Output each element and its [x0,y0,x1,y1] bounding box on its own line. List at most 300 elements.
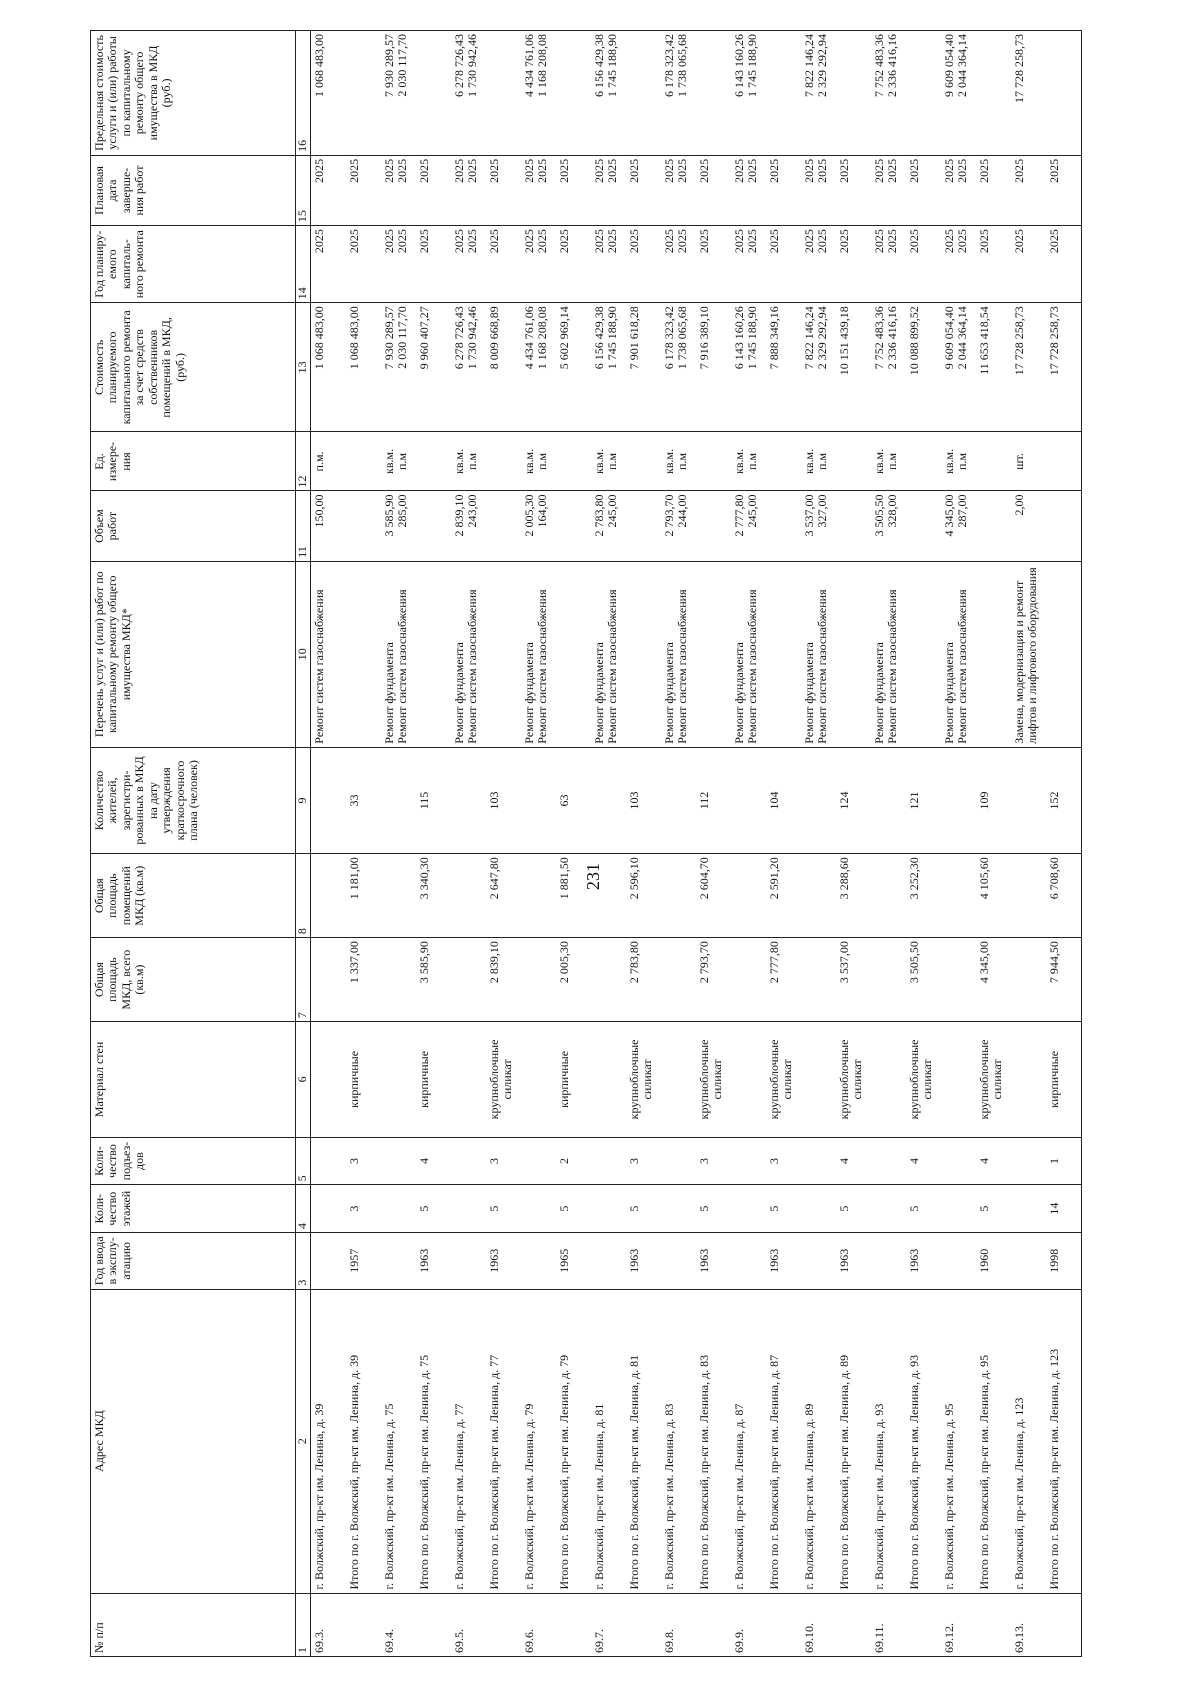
residents-cell: 104 [766,747,801,854]
works-list-cell [556,561,591,747]
header-cell: Общая площадь МКД, всего (кв.м) [91,938,296,1022]
header-cell: Год планиру-емого капиталь-ного ремонта [91,226,296,303]
works-list-cell [416,561,451,747]
year-built-cell: 1965 [556,1232,591,1289]
work-volume-cell [976,491,1011,561]
cell-line: 2025 [955,158,970,183]
entrances-cell: 3 [766,1137,801,1185]
floors-cell: 5 [416,1185,451,1233]
row-number-cell: 69.12. [941,1593,976,1656]
cell-line: Ремонт фундамента [732,642,746,744]
cell-line: 1 168 208,08 [535,306,550,370]
residents-cell [1011,747,1046,854]
cell-line: 2025 [557,158,571,183]
repair-year-cell [696,226,731,303]
table-row [521,31,556,1657]
cell-line: 2025 [1047,229,1061,254]
max-cost-cell [591,31,626,156]
wall-material-cell [871,1022,906,1138]
cell-line: 1 068 483,00 [312,306,326,370]
wall-material-cell [661,1022,696,1138]
row-number-cell: 69.9. [731,1593,766,1656]
planned-cost-cell [1011,303,1046,432]
cell-line: Ремонт фундамента [452,642,466,744]
year-built-cell [801,1232,836,1289]
row-number-cell [766,1593,801,1656]
completion-date-cell [1011,155,1046,225]
wall-material-cell [451,1022,486,1138]
max-cost-cell [766,31,801,156]
works-list-cell [451,561,486,747]
cell-line: 2025 [675,229,690,254]
cell-line: 2025 [837,158,851,183]
cell-line: 7 930 289,57 [382,306,396,370]
entrances-cell [661,1137,696,1185]
completion-date-cell [416,155,451,225]
premises-area-cell [381,854,416,938]
cell-line: 2 793,70 [662,494,676,537]
wall-material-cell [521,1022,556,1138]
planned-cost-cell [976,303,1011,432]
cell-line: 2025 [955,229,970,254]
floors-cell: 14 [1046,1185,1082,1233]
cell-line: Ремонт систем газоснабжения [675,589,690,744]
residents-cell [311,747,347,854]
work-volume-cell [766,491,801,561]
cell-line: 244,00 [675,494,690,528]
year-built-cell [521,1232,556,1289]
cell-line: 2025 [1047,158,1061,183]
cell-line: 2025 [627,229,641,254]
year-built-cell: 1963 [696,1232,731,1289]
year-built-cell: 1963 [906,1232,941,1289]
cell-line: 9 609 054,40 [942,306,956,370]
premises-area-cell: 1 181,00 [346,854,381,938]
table-row [451,31,486,1657]
cell-line: 2025 [837,229,851,254]
header-row [91,31,296,1657]
year-built-cell [731,1232,766,1289]
residents-cell: 115 [416,747,451,854]
cell-line: кв.м. [942,448,956,475]
cell-line: 2025 [675,158,690,183]
cell-line: 9 609 054,40 [942,34,956,97]
wall-material-cell: крупноблочные силикат [696,1022,731,1138]
cell-line: п.м [815,452,830,470]
header-cell: Адрес МКД [91,1289,296,1593]
cell-line: п.м. [312,451,326,472]
planned-cost-cell [801,303,836,432]
row-number-cell: 69.3. [311,1593,347,1656]
cell-line: 2025 [662,229,676,254]
row-number-cell: 69.10. [801,1593,836,1656]
cell-line: 2 005,30 [522,494,536,537]
entrances-cell [801,1137,836,1185]
wall-material-cell [941,1022,976,1138]
completion-date-cell [556,155,591,225]
works-list-cell [1046,561,1082,747]
premises-area-cell [311,854,347,938]
repair-year-cell [976,226,1011,303]
cell-line: 1 068 483,00 [347,306,361,370]
table-row [976,31,1011,1657]
address-cell: Итого по г. Волжский, пр-кт им. Ленина, д. 39 [346,1289,381,1593]
unit-cell [976,432,1011,491]
cell-line: 2 783,80 [592,494,606,537]
cell-line: 2025 [942,158,956,183]
works-list-cell [696,561,731,747]
works-list-cell [486,561,521,747]
max-cost-cell [906,31,941,156]
entrances-cell: 3 [626,1137,661,1185]
entrances-cell [451,1137,486,1185]
premises-area-cell: 6 708,60 [1046,854,1082,938]
header-cell: Общая площадь помещений МКД (кв.м) [91,854,296,938]
cell-line: 285,00 [395,494,410,528]
planned-cost-cell [626,303,661,432]
planned-cost-cell [451,303,486,432]
cell-line: 17 728 258,73 [1047,306,1061,376]
cell-line: Ремонт систем газоснабжения [395,589,410,744]
floors-cell [941,1185,976,1233]
planned-cost-cell [696,303,731,432]
cell-line: 1 738 065,68 [675,306,690,370]
cell-line: 6 178 323,42 [662,306,676,370]
cell-line: 11 653 418,54 [977,306,991,375]
floors-cell [801,1185,836,1233]
entrances-cell: 4 [416,1137,451,1185]
cell-line: 9 960 407,27 [417,306,431,370]
completion-date-cell [801,155,836,225]
column-number: 7 [296,938,311,1022]
column-number: 16 [296,31,311,156]
cell-line: шт. [1012,453,1026,470]
column-number: 15 [296,155,311,225]
cell-line: 2025 [417,158,431,183]
works-list-cell [836,561,871,747]
premises-area-cell: 2 604,70 [696,854,731,938]
premises-area-cell [871,854,906,938]
completion-date-cell [661,155,696,225]
year-built-cell [591,1232,626,1289]
repair-year-cell [906,226,941,303]
year-built-cell [871,1232,906,1289]
cell-line: 2 329 292,94 [815,306,830,370]
wall-material-cell: крупноблочные силикат [626,1022,661,1138]
wall-material-cell: кирпичные [346,1022,381,1138]
cell-line: 2025 [815,229,830,254]
address-cell: г. Волжский, пр-кт им. Ленина, д. 95 [941,1289,976,1593]
column-number: 8 [296,854,311,938]
wall-material-cell [731,1022,766,1138]
table-row [416,31,451,1657]
residents-cell: 112 [696,747,731,854]
cell-line: 3 537,00 [802,494,816,537]
work-volume-cell [451,491,486,561]
unit-cell [451,432,486,491]
cell-line: кв.м. [732,448,746,475]
cell-line: 2025 [465,229,480,254]
residents-cell [451,747,486,854]
completion-date-cell [696,155,731,225]
year-built-cell [381,1232,416,1289]
floors-cell [731,1185,766,1233]
cell-line: кв.м. [802,448,816,475]
premises-area-cell: 2 647,80 [486,854,521,938]
unit-cell [626,432,661,491]
cell-line: 2025 [487,229,501,254]
cell-line: 2025 [605,229,620,254]
max-cost-cell [801,31,836,156]
total-area-cell [521,938,556,1022]
entrances-cell: 4 [906,1137,941,1185]
column-number: 5 [296,1137,311,1185]
repair-year-cell [1011,226,1046,303]
works-list-cell [591,561,626,747]
works-list-cell [521,561,556,747]
cell-line: Ремонт фундамента [942,642,956,744]
cell-line: п.м [395,452,410,470]
repair-year-cell [941,226,976,303]
wall-material-cell: крупноблочные силикат [766,1022,801,1138]
row-number-cell [416,1593,451,1656]
cell-line: 164,00 [535,494,550,528]
works-list-cell [626,561,661,747]
residents-cell: 103 [486,747,521,854]
entrances-cell [591,1137,626,1185]
cell-line: Замена, модернизация и ремонт лифтов и лифтового оборудования [1012,567,1040,744]
year-built-cell: 1960 [976,1232,1011,1289]
max-cost-cell [871,31,906,156]
year-built-cell [1011,1232,1046,1289]
cell-line: 2025 [522,229,536,254]
work-volume-cell [696,491,731,561]
planned-cost-cell [346,303,381,432]
table-row [1046,31,1082,1657]
cell-line: 7 901 618,28 [627,306,641,370]
address-cell: Итого по г. Волжский, пр-кт им. Ленина, д. 123 [1046,1289,1082,1593]
cell-line: 2025 [452,229,466,254]
planned-cost-cell [381,303,416,432]
total-area-cell: 2 793,70 [696,938,731,1022]
works-list-cell [766,561,801,747]
row-number-cell: 69.4. [381,1593,416,1656]
planned-cost-cell [731,303,766,432]
table-row [906,31,941,1657]
planned-cost-cell [906,303,941,432]
cell-line: 2025 [347,158,361,183]
cell-line: п.м [885,452,900,470]
floors-cell [451,1185,486,1233]
cell-line: 2025 [465,158,480,183]
residents-cell [871,747,906,854]
row-number-cell: 69.6. [521,1593,556,1656]
cell-line: 2025 [487,158,501,183]
completion-date-cell [346,155,381,225]
cell-line: 1 745 188,90 [745,306,760,370]
work-volume-cell [556,491,591,561]
column-number: 11 [296,491,311,561]
cell-line: 2025 [605,158,620,183]
unit-cell [1046,432,1082,491]
completion-date-cell [626,155,661,225]
floors-cell: 5 [696,1185,731,1233]
cell-line: кв.м. [382,448,396,475]
cell-line: 17 728 258,73 [1012,306,1026,376]
cell-line: 2025 [885,229,900,254]
address-cell: г. Волжский, пр-кт им. Ленина, д. 89 [801,1289,836,1593]
cell-line: 1 745 188,90 [605,306,620,370]
max-cost-cell [416,31,451,156]
repair-year-cell [486,226,521,303]
cell-line: 6 278 726,43 [452,34,466,97]
cell-line: 7 822 146,24 [802,306,816,370]
entrances-cell [521,1137,556,1185]
wall-material-cell: кирпичные [416,1022,451,1138]
max-cost-cell [696,31,731,156]
cell-line: п.м [955,452,970,470]
max-cost-cell [661,31,696,156]
premises-area-cell: 2 591,20 [766,854,801,938]
header-cell: Перечень услуг и (или) работ по капитальному ремонту общего имущества МКД* [91,561,296,747]
cell-line: кв.м. [872,448,886,475]
repair-year-cell [871,226,906,303]
max-cost-cell [451,31,486,156]
work-volume-cell [801,491,836,561]
cell-line: 2 044 364,14 [955,34,970,97]
work-volume-cell [311,491,347,561]
total-area-cell [941,938,976,1022]
floors-cell [311,1185,347,1233]
header-cell: Количество жителей, зарегистри-рованных в МКД на дату утверждения краткосрочного плана (человек) [91,747,296,854]
cell-line: 7 822 146,24 [802,34,816,97]
column-number-row [296,31,311,1657]
floors-cell: 5 [976,1185,1011,1233]
cell-line: 2025 [1012,158,1026,183]
max-cost-cell [1011,31,1046,156]
completion-date-cell [1046,155,1082,225]
residents-cell: 109 [976,747,1011,854]
works-list-cell [906,561,941,747]
works-list-cell [381,561,416,747]
repair-year-cell [451,226,486,303]
completion-date-cell [311,155,347,225]
cell-line: 7 930 289,57 [382,34,396,97]
cell-line: кв.м. [452,448,466,475]
address-cell: г. Волжский, пр-кт им. Ленина, д. 123 [1011,1289,1046,1593]
cell-line: п.м [675,452,690,470]
cell-line: 1 068 483,00 [312,34,326,97]
cell-line: п.м [605,452,620,470]
row-number-cell [626,1593,661,1656]
table-row [556,31,591,1657]
header-cell: Предельная стоимость услуги и (или) работы по капитальному ремонту общего имущества в МКД (руб.) [91,31,296,156]
planned-cost-cell [766,303,801,432]
cell-line: 4 345,00 [942,494,956,537]
repair-year-cell [556,226,591,303]
year-built-cell [451,1232,486,1289]
total-area-cell: 3 537,00 [836,938,871,1022]
unit-cell [906,432,941,491]
works-list-cell [976,561,1011,747]
cell-line: 5 602 969,14 [557,306,571,370]
address-cell: г. Волжский, пр-кт им. Ленина, д. 75 [381,1289,416,1593]
cell-line: Ремонт фундамента [592,642,606,744]
cell-line: 2025 [802,158,816,183]
total-area-cell [591,938,626,1022]
planned-cost-cell [1046,303,1082,432]
table-row [311,31,347,1657]
cell-line: 2025 [907,229,921,254]
header-cell: Объем работ [91,491,296,561]
unit-cell [486,432,521,491]
repair-year-cell [801,226,836,303]
year-built-cell [941,1232,976,1289]
wall-material-cell [591,1022,626,1138]
cell-line: 2025 [522,158,536,183]
cell-line: кв.м. [592,448,606,475]
work-volume-cell [1011,491,1046,561]
cell-line: 2025 [627,158,641,183]
address-cell: г. Волжский, пр-кт им. Ленина, д. 81 [591,1289,626,1593]
completion-date-cell [976,155,1011,225]
cell-line: п.м [745,452,760,470]
cell-line: 2,00 [1012,494,1026,516]
row-number-cell: 69.5. [451,1593,486,1656]
repair-year-cell [836,226,871,303]
residents-cell: 33 [346,747,381,854]
repair-year-cell [1046,226,1082,303]
max-cost-cell [346,31,381,156]
residents-cell: 63 [556,747,591,854]
year-built-cell: 1963 [416,1232,451,1289]
year-built-cell: 1963 [626,1232,661,1289]
address-cell: г. Волжский, пр-кт им. Ленина, д. 79 [521,1289,556,1593]
column-number: 4 [296,1185,311,1233]
entrances-cell [381,1137,416,1185]
address-cell: г. Волжский, пр-кт им. Ленина, д. 87 [731,1289,766,1593]
premises-area-cell [451,854,486,938]
cell-line: кв.м. [662,448,676,475]
planned-cost-cell [871,303,906,432]
cell-line: 2025 [312,229,326,254]
cell-line: 2025 [382,229,396,254]
completion-date-cell [591,155,626,225]
year-built-cell: 1957 [346,1232,381,1289]
work-volume-cell [941,491,976,561]
cell-line: 2025 [662,158,676,183]
column-number: 10 [296,561,311,747]
planned-cost-cell [521,303,556,432]
planned-cost-cell [591,303,626,432]
max-cost-cell [521,31,556,156]
premises-area-cell [591,854,626,938]
work-volume-cell [626,491,661,561]
total-area-cell [381,938,416,1022]
repair-year-cell [626,226,661,303]
address-cell: Итого по г. Волжский, пр-кт им. Ленина, д. 77 [486,1289,521,1593]
table-row [626,31,661,1657]
unit-cell [591,432,626,491]
row-number-cell [696,1593,731,1656]
repair-year-cell [346,226,381,303]
header-cell: Коли-чество этажей [91,1185,296,1233]
address-cell: Итого по г. Волжский, пр-кт им. Ленина, д. 75 [416,1289,451,1593]
wall-material-cell [801,1022,836,1138]
entrances-cell: 4 [836,1137,871,1185]
row-number-cell: 69.8. [661,1593,696,1656]
cell-line: 7 888 349,16 [767,306,781,370]
